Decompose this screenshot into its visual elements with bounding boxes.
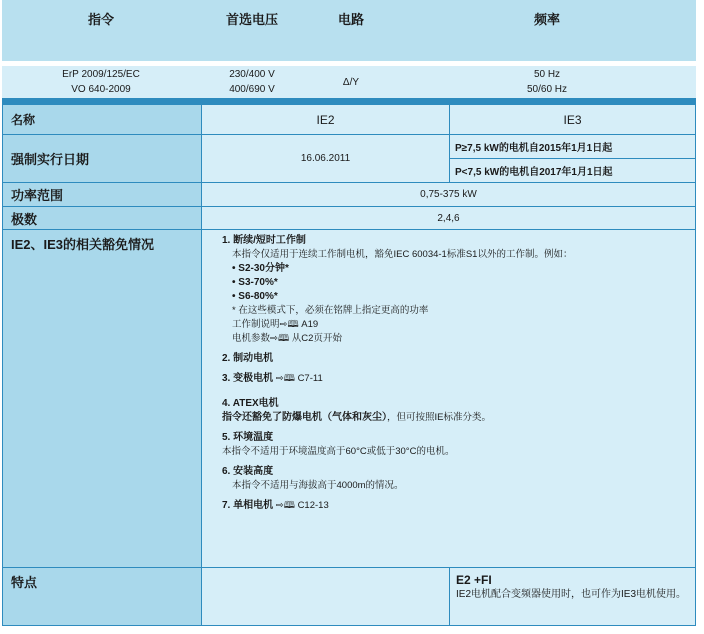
bullet-item: • S2-30分钟* bbox=[232, 263, 289, 274]
exemption-6-text: 本指令不适用与海拔高于4000m的情况。 bbox=[232, 480, 404, 491]
ie3-header: IE3 bbox=[450, 104, 696, 135]
ie3-date-small: P<7,5 kW的电机自2017年1月1日起 bbox=[450, 159, 696, 183]
mandatory-date-label: 强制实行日期 bbox=[3, 135, 202, 183]
ie2-mandatory-date: 16.06.2011 bbox=[202, 135, 450, 183]
directive-cell bbox=[2, 66, 200, 98]
voltage-cell bbox=[200, 66, 304, 98]
exemption-4-text: 指令还豁免了防爆电机（气体和灰尘），但可按照IE标准分类。 bbox=[222, 412, 491, 423]
ie-classification-table bbox=[2, 102, 696, 626]
exemption-1-title: 1. 断续/短时工作制 bbox=[222, 235, 306, 246]
directive-line: VO 640-2009 bbox=[71, 84, 131, 95]
features-label: 特点 bbox=[3, 568, 202, 626]
features-title: E2 +FI bbox=[456, 573, 492, 587]
voltage-line: 400/690 V bbox=[229, 84, 275, 95]
name-label: 名称 bbox=[3, 104, 202, 135]
duty-cycle-ref: 工作制说明⇨🕮 A19 bbox=[232, 319, 319, 330]
header-directive: 指令 bbox=[2, 0, 200, 61]
exemption-5-text: 本指令不适用于环境温度高于60°C或低于30°C的电机。 bbox=[222, 446, 455, 457]
exemption-3-title: 3. 变极电机 ⇨🕮 C7-11 bbox=[222, 373, 323, 384]
poles-value: 2,4,6 bbox=[202, 207, 696, 230]
frequency-line: 50 Hz bbox=[533, 69, 561, 80]
ie3-date-large: P≥7,5 kW的电机自2015年1月1日起 bbox=[450, 135, 696, 159]
directive-table bbox=[2, 0, 696, 102]
exemption-6-title: 6. 安装高度 bbox=[222, 466, 274, 477]
book-ref: ⇨🕮 C12-13 bbox=[273, 500, 329, 511]
exemption-1-text: 本指令仅适用于连续工作制电机，豁免IEC 60034-1标准S1以外的工作制。例如： bbox=[232, 249, 573, 260]
header-circuit: 电路 bbox=[304, 0, 398, 61]
frequency-cell bbox=[398, 66, 696, 98]
exemption-2-title: 2. 制动电机 bbox=[222, 353, 274, 364]
features-ie3 bbox=[450, 568, 696, 626]
directive-line: ErP 2009/125/EC bbox=[62, 69, 140, 80]
ie2-header: IE2 bbox=[202, 104, 450, 135]
header-frequency: 频率 bbox=[398, 0, 696, 61]
frequency-line: 50/60 Hz bbox=[526, 84, 568, 95]
features-ie2-empty bbox=[202, 568, 450, 626]
exemption-5-title: 5. 环境温度 bbox=[222, 432, 274, 443]
exemption-7-title: 7. 单相电机 ⇨🕮 C12-13 bbox=[222, 500, 329, 511]
exemptions-label: IE2、IE3的相关豁免情况 bbox=[3, 230, 202, 568]
poles-label: 极数 bbox=[3, 207, 202, 230]
motor-params-ref: 电机参数⇨🕮 从C2页开始 bbox=[232, 333, 342, 344]
voltage-line: 230/400 V bbox=[229, 69, 275, 80]
exemption-1-note: * 在这些模式下，必须在铭牌上指定更高的功率 bbox=[232, 305, 429, 316]
book-ref: ⇨🕮 C7-11 bbox=[273, 373, 323, 384]
header-voltage: 首选电压 bbox=[200, 0, 304, 61]
features-text: IE2电机配合变频器使用时，也可作为IE3电机使用。 bbox=[456, 589, 687, 600]
bullet-item: • S3-70%* bbox=[232, 277, 278, 288]
exemptions-content bbox=[202, 230, 696, 568]
power-range-label: 功率范围 bbox=[3, 183, 202, 207]
bullet-item: • S6-80%* bbox=[232, 291, 278, 302]
power-range-value: 0,75-375 kW bbox=[202, 183, 696, 207]
circuit-cell: Δ/Y bbox=[304, 66, 398, 98]
exemption-4-title: 4. ATEX电机 bbox=[222, 398, 279, 409]
